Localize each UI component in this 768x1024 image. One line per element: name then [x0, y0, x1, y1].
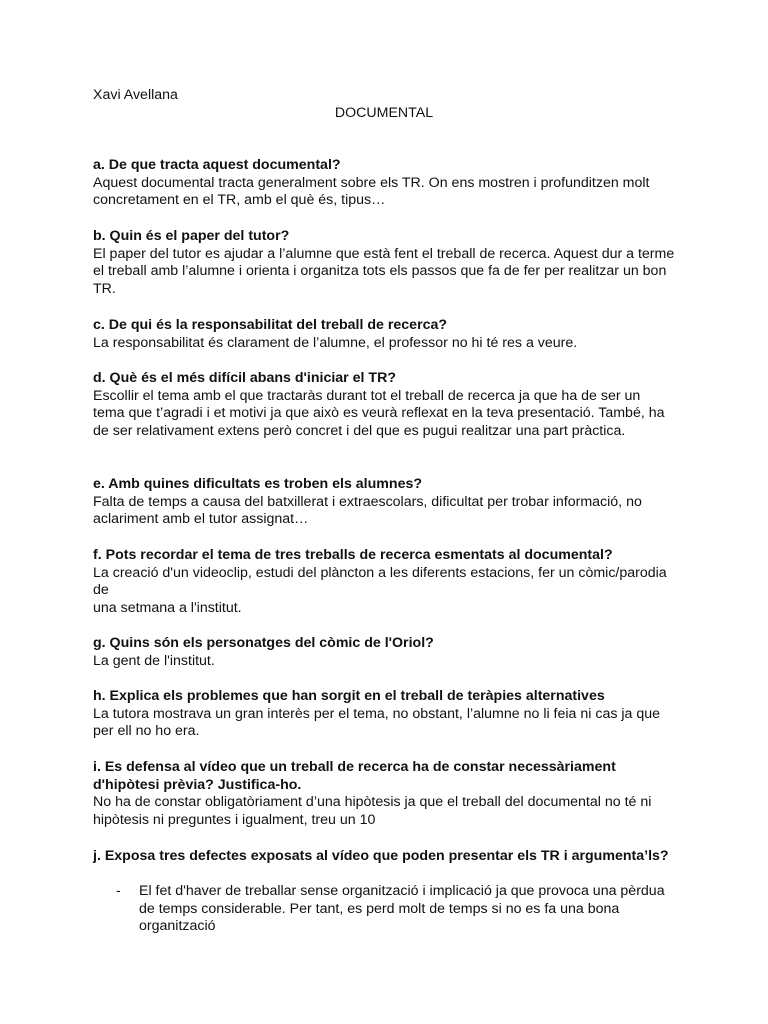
bullet-item [139, 883, 680, 936]
qa-block-b [93, 228, 688, 298]
answer-line: aclariment amb el tutor assignat… [93, 511, 309, 528]
question-f: f. Pots recordar el tema de tres treballs de recerca esmentats al documental? [93, 547, 613, 563]
answer-line: No ha de constar obligatòriament d’una hipòtesis ja que el treball del documental no té ni [93, 794, 652, 811]
answer-line: Aquest documental tracta generalment sobre els TR. On ens mostren i profunditzen molt [93, 174, 650, 191]
question-i: i. Es defensa al vídeo que un treball de recerca ha de constar necessàriament [93, 759, 616, 775]
answer-line: El paper del tutor es ajudar a l’alumne que està fent el treball de recerca. Aquest dur a terme [93, 245, 675, 262]
qa-block-g [93, 635, 688, 670]
bullet-marker: - [116, 883, 121, 899]
qa-block-a [93, 157, 688, 210]
answer-line: La creació d'un videoclip, estudi del plàncton a les diferents estacions, fer un còmic/parodia [93, 564, 667, 581]
qa-block-c [93, 317, 688, 352]
qa-block-h [93, 688, 688, 741]
answer-line: concretament en el TR, amb el què és, tipus… [93, 192, 386, 209]
answer-line: de ser relativament extens però concret i del que es pugui realitzar una part pràctica. [93, 422, 626, 439]
bullet-line: de temps considerable. Per tant, es perd molt de temps si no es fa una bona [139, 900, 620, 917]
answer-line: una setmana a l'institut. [93, 599, 242, 616]
qa-block-j [93, 848, 688, 866]
answer-line: La responsabilitat és clarament de l’alumne, el professor no hi té res a veure. [93, 334, 578, 351]
answer-line: per ell no ho era. [93, 723, 200, 740]
question-i-continued: d'hipòtesi prèvia? Justifica-ho. [93, 776, 302, 793]
qa-block-d [93, 370, 688, 440]
qa-block-e [93, 476, 688, 529]
question-e: e. Amb quines dificultats es troben els alumnes? [93, 476, 423, 492]
answer-line: tema que t’agradi i et motivi ja que això es veurà reflexat en la teva presentació. També, ha [93, 405, 665, 422]
answer-line: TR. [93, 280, 116, 297]
answer-line: Falta de temps a causa del batxillerat i extraescolars, dificultat per trobar informació, no [93, 493, 642, 510]
answer-line: hipòtesis ni preguntes i igualment, treu un 10 [93, 811, 376, 828]
question-d: d. Què és el més difícil abans d'iniciar el TR? [93, 370, 396, 386]
bullet-line: El fet d'haver de treballar sense organització i implicació ja que provoca una pèrdua [139, 883, 665, 899]
answer-line: Escollir el tema amb el que tractaràs durant tot el treball de recerca ja que ha de ser un [93, 387, 641, 404]
answer-line: de [93, 582, 109, 599]
qa-block-f [93, 547, 688, 617]
qa-block-i [93, 759, 688, 829]
answer-line: el treball amb l’alumne i orienta i organitza tots els passos que fa de fer per realitzar un bon [93, 263, 667, 280]
bullet-line: organització [139, 918, 216, 935]
answer-line: La gent de l'institut. [93, 652, 215, 669]
question-j: j. Exposa tres defectes exposats al vídeo que poden presentar els TR i argumenta’ls? [93, 848, 669, 864]
question-h: h. Explica els problemes que han sorgit en el treball de teràpies alternatives [93, 688, 605, 704]
answer-line: La tutora mostrava un gran interès per el tema, no obstant, l’alumne no li feia ni cas ja que [93, 705, 661, 722]
question-g: g. Quins són els personatges del còmic de l'Oriol? [93, 635, 434, 651]
question-c: c. De qui és la responsabilitat del treball de recerca? [93, 317, 448, 333]
question-a: a. De que tracta aquest documental? [93, 157, 341, 173]
author-name: Xavi Avellana [93, 87, 178, 103]
question-b: b. Quin és el paper del tutor? [93, 228, 290, 244]
document-title: DOCUMENTAL [334, 105, 434, 121]
